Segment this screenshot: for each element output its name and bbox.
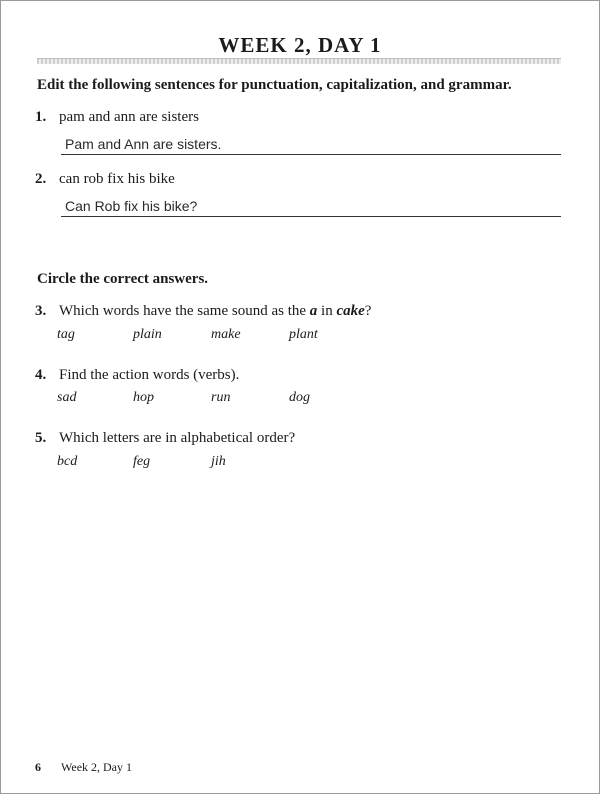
question-3-option[interactable]: plant [289,327,318,342]
question-1-answer: Pam and Ann are sisters. [65,136,222,152]
question-4-option[interactable]: run [211,390,231,405]
question-3-text [59,303,371,320]
question-1-text: pam and ann are sisters [59,109,199,125]
question-2-number: 2. [35,171,47,187]
question-3-option[interactable]: tag [57,327,75,342]
question-4-number: 4. [35,367,47,383]
page-title: WEEK 2, DAY 1 [218,33,382,57]
question-5-option[interactable]: feg [133,454,151,469]
question-2-answer-line[interactable] [61,194,561,217]
question-2-answer: Can Rob fix his bike? [65,198,198,214]
question-3-text-before: Which words have the same sound as the [59,303,310,319]
question-5-option[interactable]: jih [211,454,226,469]
question-4-option[interactable]: dog [289,390,310,405]
question-4-option[interactable]: hop [133,390,154,405]
question-3-option[interactable]: make [211,327,241,342]
title-divider [37,58,561,64]
question-3-word-cake: cake [336,303,365,319]
circle-instruction: Circle the correct answers. [37,271,209,287]
question-3-text-mid: in [317,303,337,319]
question-4-text: Find the action words (verbs). [59,367,240,383]
question-5-number: 5. [35,430,47,446]
question-1-number: 1. [35,109,47,125]
question-3-number: 3. [35,303,47,319]
question-3-letter-a: a [309,303,318,319]
question-3-text-end: ? [364,303,372,319]
footer-label: Week 2, Day 1 [61,760,133,774]
page-number: 6 [35,760,41,774]
question-4-option[interactable]: sad [57,390,77,405]
question-2-text: can rob fix his bike [59,171,175,187]
question-5-text: Which letters are in alphabetical order? [59,430,296,446]
edit-instruction: Edit the following sentences for punctuation, capitalization, and grammar. [37,77,512,93]
question-3-option[interactable]: plain [133,327,162,342]
question-5-option[interactable]: bcd [57,454,78,469]
question-1-answer-line[interactable] [61,132,561,155]
